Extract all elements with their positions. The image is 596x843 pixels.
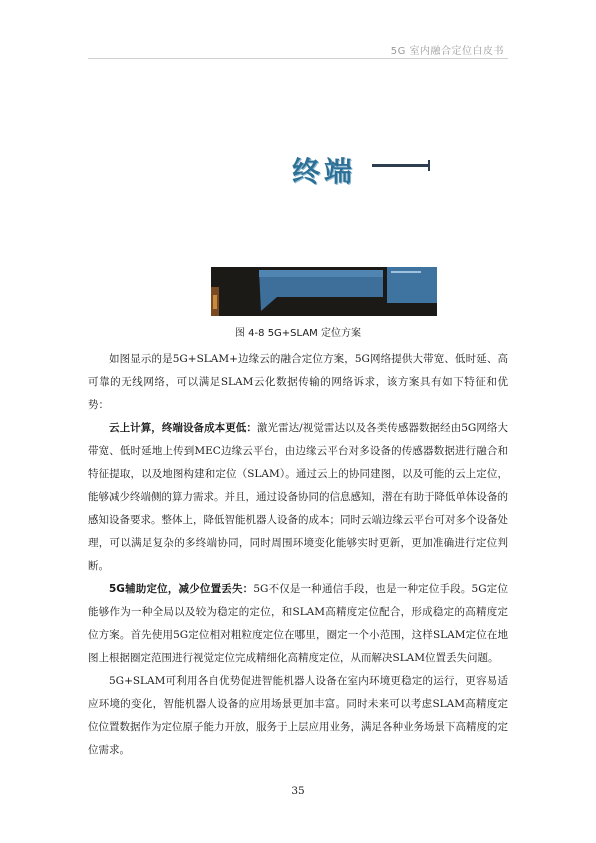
- paragraph-text: 5G+SLAM可利用各自优势促进智能机器人设备在室内环境更稳定的运行，更容易适应环境的变化，智能机器人设备的应用场景更加丰富。同时未来可以考虑SLAM高精度定位位置数据作为定位原子能力开放，服务于上层应用业务，满足各种业务场景下高精度的定位需求。: [88, 675, 508, 756]
- diagram-connector-tip: [428, 160, 430, 171]
- paragraph-5g-assisted: [88, 578, 508, 670]
- header-rule: [88, 58, 508, 59]
- body-text: [88, 348, 508, 762]
- paragraph-text: 激光雷达/视觉雷达以及各类传感器数据经由5G网络大带宽、低时延地上传到MEC边缘云平台，由边缘云平台对多设备的传感器数据进行融合和特征提取，以及地图构建和定位（SLAM）。通过云上的协同建图，以及可能的云上定位，能够减少终端侧的算力需求。并且，通过设备协同的信息感知，潜在有助于降低单体设备的感知设备要求。整体上，降低智能机器人设备的成本；同时云端边缘云平台可对多个设备处理，可以满足复杂的多终端协同，同时周围环境变化能够实时更新，更加准确进行定位判断。: [88, 422, 508, 572]
- diagram-label-terminal: 终端: [292, 155, 357, 188]
- paragraph-lead: 云上计算，终端设备成本更低：: [109, 422, 257, 434]
- paragraph-text: 如图显示的是5G+SLAM+边缘云的融合定位方案，5G网络提供大带宽、低时延、高可靠的无线网络，可以满足SLAM云化数据传输的网络诉求，该方案具有如下特征和优势：: [88, 353, 508, 411]
- diagram-connector-line: [372, 164, 430, 167]
- diagram-image-fragment: [211, 267, 437, 316]
- page-number: 35: [291, 785, 305, 797]
- paragraph-intro: [88, 348, 508, 417]
- paragraph-cloud-computing: [88, 417, 508, 578]
- header-title: 5G 室内融合定位白皮书: [390, 46, 504, 57]
- paragraph-text: 5G不仅是一种通信手段，也是一种定位手段。5G定位能够作为一种全局以及较为稳定的定位，和SLAM高精度定位配合，形成稳定的高精度定位方案。首先使用5G定位相对粗粒度定位在哪里，圈定一个小范围，这样SLAM定位在地图上根据圈定范围进行视觉定位完成精细化高精度定位，从而解决SLAM位置丢失问题。: [88, 583, 508, 664]
- paragraph-summary: [88, 670, 508, 762]
- paragraph-lead: 5G辅助定位，减少位置丢失：: [109, 583, 254, 595]
- figure-caption: 图 4-8 5G+SLAM 定位方案: [235, 328, 361, 339]
